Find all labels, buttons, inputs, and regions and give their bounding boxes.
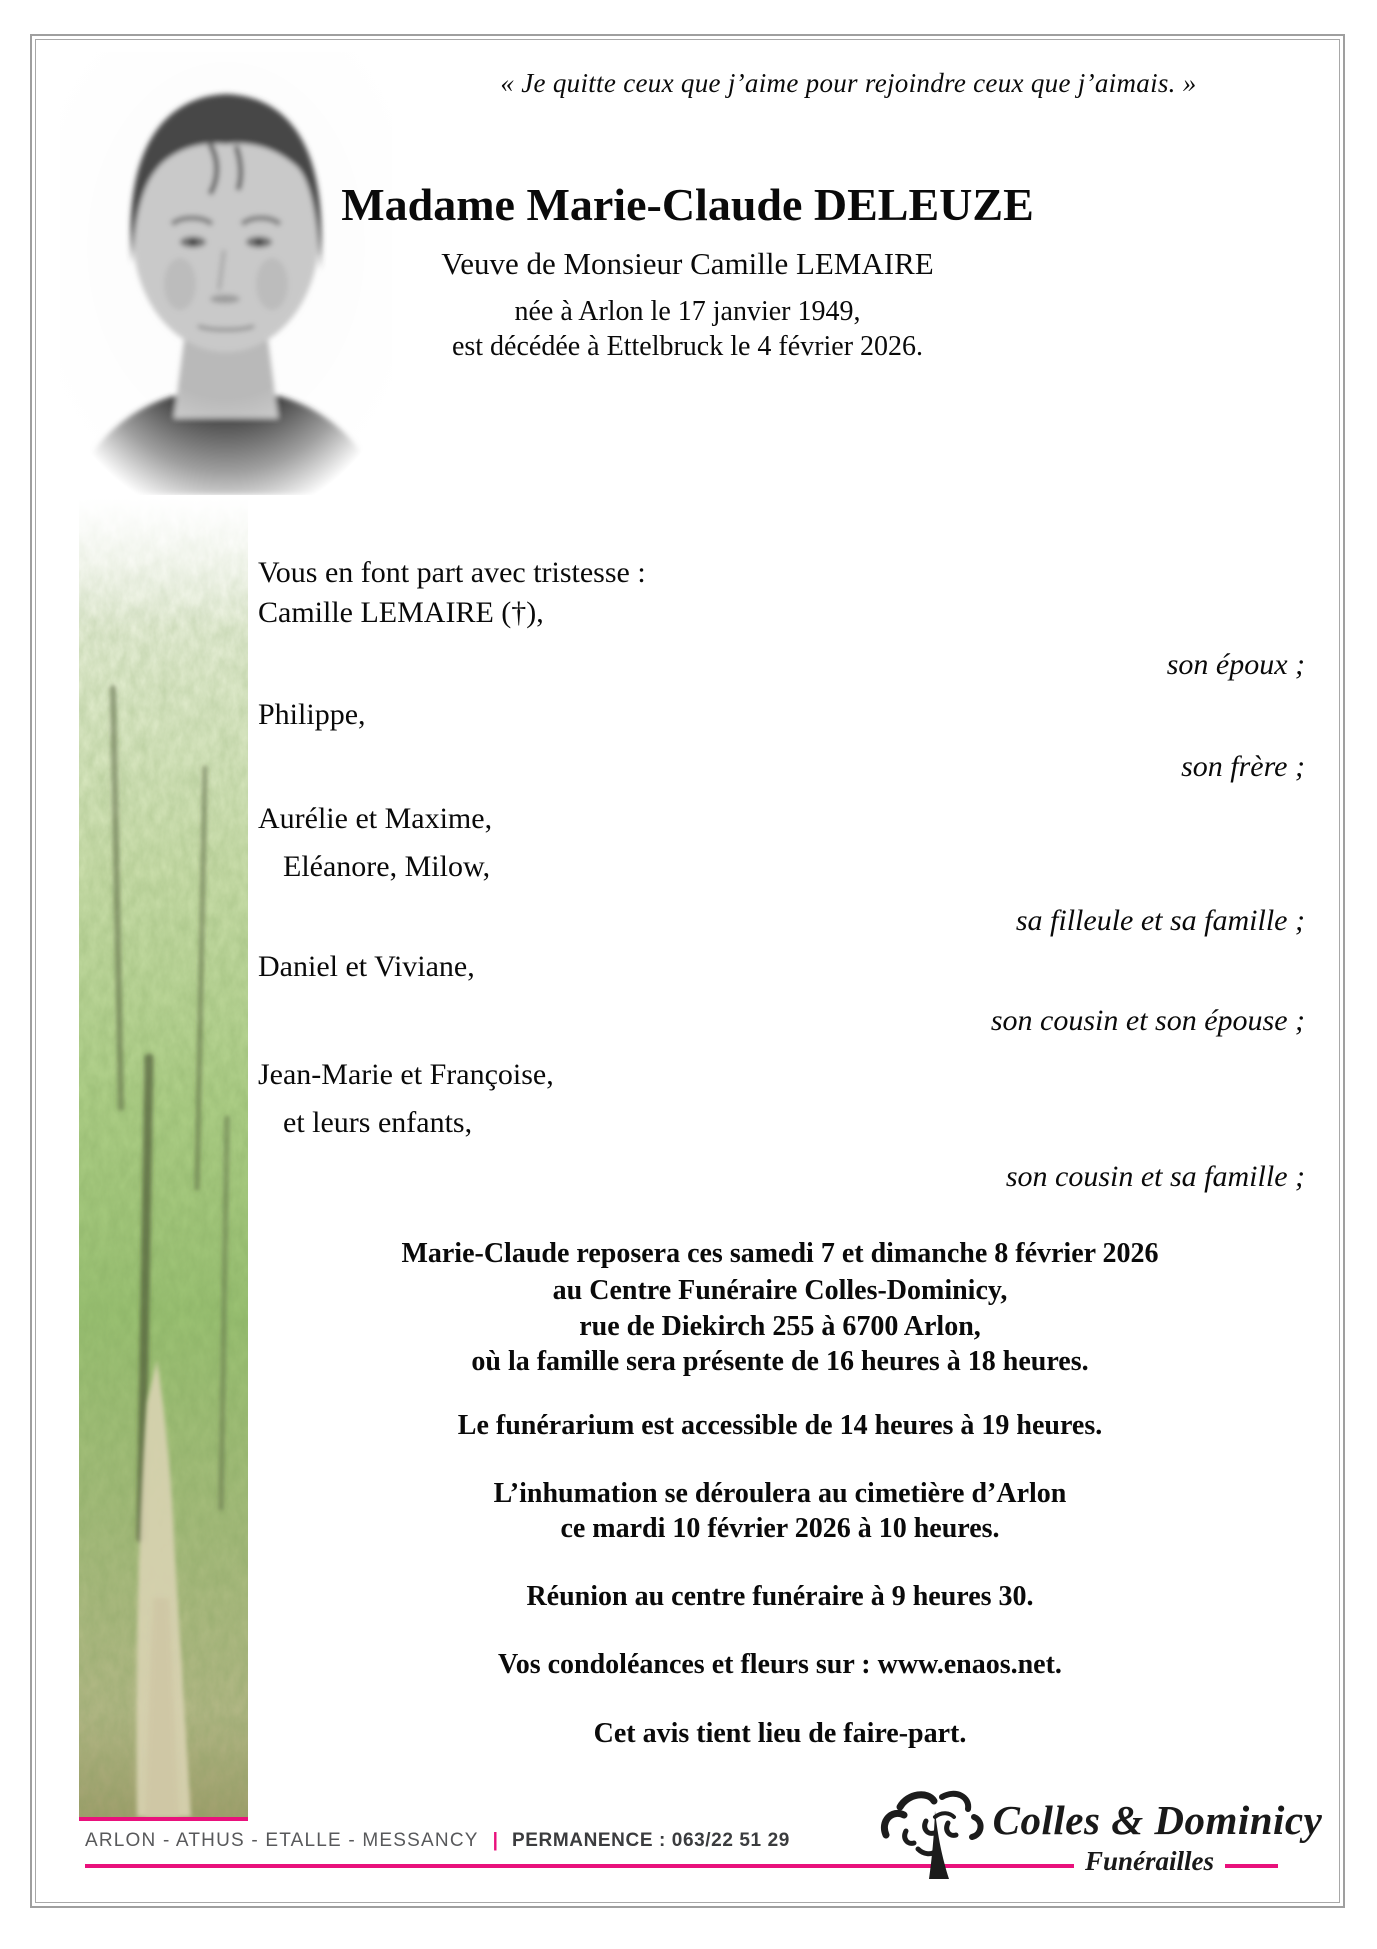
notice-line: Cet avis tient lieu de faire-part. [593, 1718, 967, 1749]
deceased-name-title: Madame Marie-Claude DELEUZE [341, 179, 1034, 230]
footer-locations: ARLON - ATHUS - ETALLE - MESSANCY [85, 1830, 479, 1851]
death-line: est décédée à Ettelbruck le 4 février 2026. [451, 331, 924, 362]
family-member: Daniel et Viviane, [258, 950, 475, 983]
family-member: Camille LEMAIRE (†), [258, 596, 544, 629]
memorial-quote: « Je quitte ceux que j’aime pour rejoindre ceux que j’aimais. » [500, 68, 1197, 98]
strip-accent-underline [79, 1817, 248, 1821]
footer-divider: | [492, 1830, 498, 1851]
funeral-home-brand-subtitle: Funérailles [1074, 1846, 1225, 1877]
widow-subtitle: Veuve de Monsieur Camille LEMAIRE [441, 246, 934, 281]
tree-logo-icon [878, 1787, 988, 1884]
funeral-home-brand-name: Colles & Dominicy [992, 1797, 1323, 1843]
arrangement-line: L’inhumation se déroulera au cimetière d’Arlon [493, 1478, 1067, 1509]
arrangement-line: Le funérarium est accessible de 14 heures à 19 heures. [457, 1410, 1103, 1441]
condolences-line: Vos condoléances et fleurs sur : www.enaos.net. [498, 1649, 1062, 1680]
family-relation: son cousin et sa famille ; [1005, 1160, 1305, 1193]
forest-path-image [79, 498, 248, 1817]
arrangement-line: rue de Diekirch 255 à 6700 Arlon, [579, 1311, 981, 1342]
family-member: Aurélie et Maxime, [258, 802, 493, 835]
family-relation: son époux ; [1166, 648, 1305, 681]
footer-contact [85, 1830, 790, 1852]
family-member: Jean-Marie et Françoise, [258, 1058, 554, 1091]
family-relation: sa filleule et sa famille ; [1015, 904, 1305, 937]
arrangement-line: ce mardi 10 février 2026 à 10 heures. [560, 1513, 1000, 1544]
family-relation: son cousin et son épouse ; [990, 1004, 1305, 1037]
footer-permanence: PERMANENCE : 063/22 51 29 [511, 1830, 790, 1851]
family-member: et leurs enfants, [283, 1106, 473, 1139]
family-member: Eléanore, Milow, [283, 850, 491, 883]
birth-line: née à Arlon le 17 janvier 1949, [514, 296, 861, 327]
arrangement-line: au Centre Funéraire Colles-Dominicy, [552, 1275, 1008, 1306]
arrangement-line: Réunion au centre funéraire à 9 heures 30. [526, 1581, 1034, 1612]
arrangement-line: où la famille sera présente de 16 heures à 18 heures. [471, 1346, 1089, 1377]
arrangement-line: Marie-Claude reposera ces samedi 7 et dimanche 8 février 2026 [401, 1238, 1159, 1269]
announcement-intro: Vous en font part avec tristesse : [258, 556, 646, 589]
family-member: Philippe, [258, 698, 366, 731]
family-relation: son frère ; [1181, 750, 1305, 783]
